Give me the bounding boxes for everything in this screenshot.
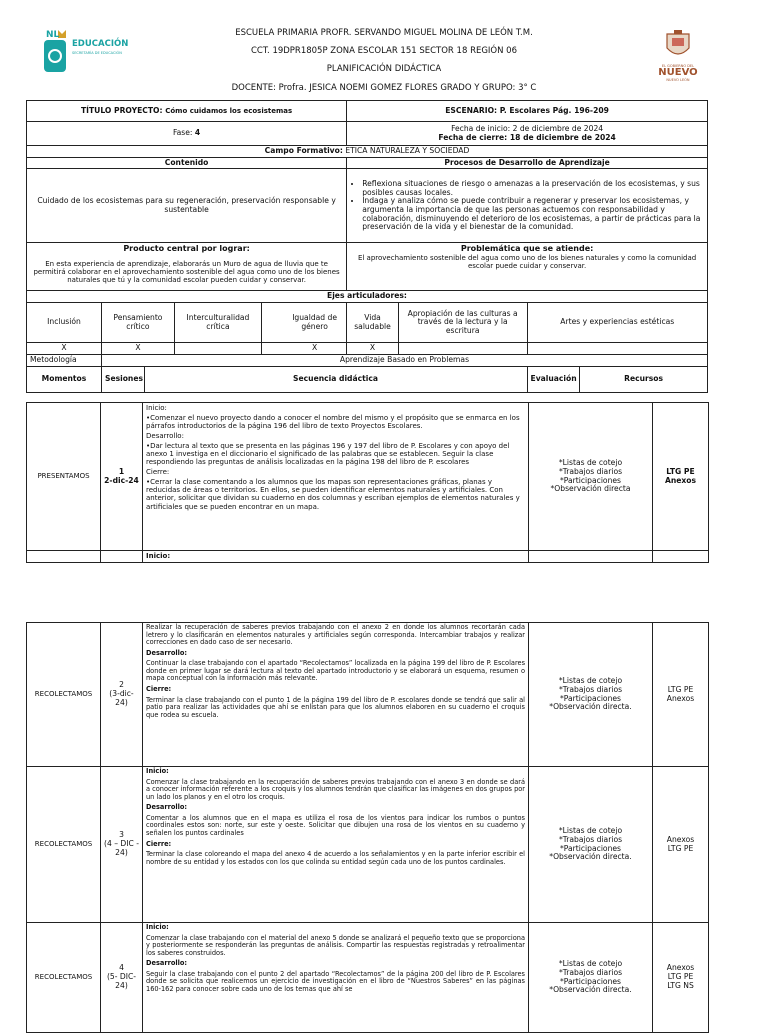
recursos-cell <box>653 551 709 563</box>
planning-table-main <box>26 100 708 393</box>
contenido-header: Contenido <box>27 157 347 169</box>
titulo-value: Cómo cuidamos los ecosistemas <box>165 106 293 115</box>
campo-value: ETICA NATURALEZA Y SOCIEDAD <box>345 146 470 155</box>
eval-item: *Observación directa <box>550 484 631 494</box>
evaluacion-cell <box>529 767 653 923</box>
secuencia-cell <box>143 623 529 767</box>
seq-text: Cierre: <box>146 839 172 848</box>
eval-item: *Listas de cotejo <box>558 458 623 468</box>
escenario-cell: ESCENARIO: P. Escolares Pág. 196-209 <box>347 101 708 122</box>
titulo-proyecto-cell <box>27 101 347 122</box>
eje-mark <box>174 343 261 355</box>
seq-text: Inicio: <box>146 923 169 931</box>
recursos-cell: Anexos LTG PE LTG NS <box>653 923 709 1033</box>
eval-item: *Trabajos diarios <box>558 684 623 694</box>
eje-inclusion: Inclusión <box>27 303 102 343</box>
fecha-inicio: Fecha de inicio: 2 de diciembre de 2024 <box>451 123 604 133</box>
eje-lectura: Apropiación de las culturas a través de la lectura y la escritura <box>398 303 527 343</box>
seq-text: Inicio: <box>146 767 169 775</box>
planning-table-page2 <box>26 622 709 1033</box>
seq-text: •Cerrar la clase comentando a los alumnos que los mapas son representaciones gráficas, planas y reducidas de áreas o territorios. En ellos, se pueden identificar elementos naturales y artificiales. Con anterior, solicitar que dividan su cuaderno en dos columnas y escriban ejemplos de elementos naturales y artificiales que se pueden encontrar en un mapa. <box>146 478 520 511</box>
pda-item: • Indaga y analiza cómo se puede contribuir a regenerar y preservar los ecosistemas, y argumenta la importancia de que las personas actuemos con responsabilidad y colaboración, disminuyendo el deterioro de los ecosistemas, a partir de prácticas para la preservación de la vida y el bienestar de la comunidad. <box>362 197 704 232</box>
eje-mark: X <box>101 343 174 355</box>
momento-cell: RECOLECTAMOS <box>27 923 101 1033</box>
col-evaluacion: Evaluación <box>527 366 580 392</box>
secuencia-cell <box>143 403 529 551</box>
eje-interculturalidad: Interculturalidad crítica <box>174 303 261 343</box>
seq-text: Desarrollo: <box>146 959 188 968</box>
seq-text: Cierre: <box>146 685 172 694</box>
seq-text: Comenzar la clase trabajando con el material del anexo 5 donde se analizará el pequeño texto que se proporciona y posteriormente se responderán las preguntas de análisis. Compartir las respuestas registradas y retroalimentar los saberes construidos. <box>146 933 525 957</box>
metodologia-value: Aprendizaje Basado en Problemas <box>101 354 707 366</box>
nl-gov-bottom: NUEVO LEÓN <box>666 78 690 82</box>
seq-text: Terminar la clase trabajando con el punto 1 de la página 199 del libro de P. escolares donde se tendrá que salir al patio para realizar las actividades que ahí se enlistan para que los alumnos elaboren en su cuaderno el croquis que rodea su escuela. <box>146 695 525 719</box>
eval-item: *Trabajos diarios <box>558 466 623 476</box>
secuencia-cell: Inicio: <box>143 551 529 563</box>
momento-cell: PRESENTAMOS <box>27 403 101 551</box>
eje-igualdad: Igualdad de género <box>262 303 347 343</box>
nl-title: EDUCACIÓN <box>72 39 129 49</box>
eje-mark: X <box>347 343 399 355</box>
doc-title: PLANIFICACIÓN DIDÁCTICA <box>326 64 442 74</box>
contenido-value: Cuidado de los ecosistemas para su regeneración, preservación responsable y sustentable <box>27 169 347 243</box>
seq-text: Seguir la clase trabajando con el punto 2 del apartado “Recolectamos” de la página 200 del libro de P. Escolares donde se solicita que realicemos un ejercicio de investigación en el libro de “Nuestros Saberes” en las páginas 160-162 para conocer sobre cada uno de los temas que ahí se <box>146 969 525 994</box>
fase-value: 4 <box>194 128 201 138</box>
seq-text: •Dar lectura al texto que se presenta en las páginas 196 y 197 del libro de P. Escolares y con apoyo del anexo 1 investiga en el diccionario el significado de las palabras que se establecen. Seguir la clase respondiendo las preguntas de análisis localizadas en la página 198 del libro de P. escolares <box>146 442 510 467</box>
eje-artes: Artes y experiencias estéticas <box>527 303 707 343</box>
eval-item: *Participaciones <box>559 976 622 986</box>
seq-text: Desarrollo: <box>146 803 188 812</box>
eje-vida: Vida saludable <box>347 303 399 343</box>
evaluacion-cell <box>529 623 653 767</box>
seq-text: Continuar la clase trabajando con el apartado “Recolectamos” localizada en la página 199 del libro de P. Escolares donde en primer lugar se dará lectura al texto del apartado introductorio y se elaborará un esquema, resumen o mapa conceptual con la información más relevante. <box>146 659 525 683</box>
metodologia-label: Metodología <box>27 354 102 366</box>
eval-item: *Trabajos diarios <box>558 834 623 844</box>
nl-gov-main: NUEVO <box>658 67 698 78</box>
fase-cell <box>27 122 347 146</box>
evaluacion-cell <box>529 551 653 563</box>
secuencia-cell <box>143 923 529 1033</box>
docente-line: DOCENTE: Profra. JESICA NOEMI GOMEZ FLORES GRADO Y GRUPO: 3° C <box>231 83 537 93</box>
recursos-cell: Anexos LTG PE <box>653 767 709 923</box>
campo-label: Campo Formativo: <box>264 146 343 155</box>
col-secuencia: Secuencia didáctica <box>144 366 527 392</box>
ejes-header: Ejes articuladores: <box>27 291 708 303</box>
seq-text: Desarrollo: <box>146 432 184 441</box>
col-recursos: Recursos <box>580 366 708 392</box>
recursos-cell: LTG PE Anexos <box>653 623 709 767</box>
producto-cell <box>27 243 347 291</box>
eval-item: *Participaciones <box>559 693 622 703</box>
recursos-cell: LTG PE Anexos <box>653 403 709 551</box>
eje-pensamiento: Pensamiento crítico <box>101 303 174 343</box>
momento-cell: RECOLECTAMOS <box>27 767 101 923</box>
fase-label: Fase: <box>172 128 193 138</box>
titulo-label: TÍTULO PROYECTO: <box>80 105 163 115</box>
seq-text: Realizar la recuperación de saberes previos trabajando con el anexo 2 en donde los alumnos recortarán cada letrero y lo clasificarán en elementos naturales y artificiales según corresponda. Intercambiar trabajos y realizar correcciones en dado caso de ser necesario. <box>146 623 525 647</box>
eje-mark: X <box>27 343 102 355</box>
momento-cell <box>27 551 101 563</box>
eval-item: *Observación directa. <box>549 852 632 862</box>
col-sesiones: Sesiones <box>101 366 144 392</box>
eval-item: *Listas de cotejo <box>558 676 623 686</box>
seq-text: Comenzar la clase trabajando en la recuperación de saberes previos trabajando con el anexo 3 en donde se dará a conocer información referente a los croquis y los alumnos tendrán que clasificar las imágenes en dos grupos por un lado los planos y en el otro los croquis. <box>146 777 525 801</box>
producto-value: En esta experiencia de aprendizaje, elaborarás un Muro de agua de lluvia que te permitirá colaborar en el aprovechamiento sostenible del agua como uno de los bienes naturales que tú y la comunidad escolar pueden cuidar y conservar. <box>33 259 340 284</box>
sesion-cell: 4 (5- DIC- 24) <box>101 923 143 1033</box>
pda-item: • Reflexiona situaciones de riesgo o amenazas a la preservación de los ecosistemas, y sus posibles causas locales. <box>362 180 704 197</box>
eval-item: *Listas de cotejo <box>558 826 623 836</box>
fecha-cierre: Fecha de cierre: 18 de diciembre de 2024 <box>438 132 616 142</box>
sesion-cell <box>101 551 143 563</box>
nl-brand: NL <box>46 30 60 40</box>
secuencia-cell <box>143 767 529 923</box>
eval-item: *Observación directa. <box>549 702 632 712</box>
seq-text: Terminar la clase coloreando el mapa del anexo 4 de acuerdo a los señalamientos y en la parte inferior escribir el nombre de su entidad y los estados con los que colinda su entidad según cada uno de los puntos cardinales. <box>146 850 525 866</box>
eval-item: *Listas de cotejo <box>558 959 623 969</box>
producto-label: Producto central por lograr: <box>123 244 250 254</box>
school-cct: CCT. 19DPR1805P ZONA ESCOLAR 151 SECTOR 18 REGIÓN 06 <box>250 46 517 56</box>
school-name: ESCUELA PRIMARIA PROFR. SERVANDO MIGUEL MOLINA DE LEÓN T.M. <box>235 28 533 38</box>
sesion-cell: 3 (4 – DIC - 24) <box>101 767 143 923</box>
session-1-row <box>26 402 709 563</box>
eje-mark <box>527 343 707 355</box>
seq-text: Inicio: <box>146 404 167 412</box>
eval-item: *Participaciones <box>559 475 622 485</box>
eval-item: *Trabajos diarios <box>558 967 623 977</box>
seq-text: Cierre: <box>146 468 170 477</box>
problematica-label: Problemática que se atiende: <box>460 244 594 254</box>
eval-item: *Participaciones <box>559 843 622 853</box>
seq-text: •Comenzar el nuevo proyecto dando a conocer el nombre del mismo y el propósito que se enmarca en los párrafos introductorios de la página 196 del libro de texto Proyectos Escolares. <box>146 414 520 431</box>
problematica-value: El aprovechamiento sostenible del agua como uno de los bienes naturales y como la comunidad escolar puede cuidar y conservar. <box>357 253 697 270</box>
sesion-cell: 1 2-dic-24 <box>101 403 143 551</box>
seq-text: Desarrollo: <box>146 648 188 657</box>
sesion-cell: 2 (3-dic- 24) <box>101 623 143 767</box>
nl-gov-top: EL GOBIERNO DEL <box>661 64 695 68</box>
pda-header: Procesos de Desarrollo de Aprendizaje <box>347 157 708 169</box>
momento-cell: RECOLECTAMOS <box>27 623 101 767</box>
pda-list <box>347 169 708 243</box>
nl-subtitle: SECRETARÍA DE EDUCACIÓN <box>72 51 122 55</box>
eje-mark <box>398 343 527 355</box>
eval-item: *Observación directa. <box>549 985 632 995</box>
col-momentos: Momentos <box>27 366 102 392</box>
campo-formativo-cell <box>27 146 708 158</box>
eje-mark: X <box>262 343 347 355</box>
evaluacion-cell <box>529 403 653 551</box>
evaluacion-cell <box>529 923 653 1033</box>
fechas-cell <box>347 122 708 146</box>
problematica-cell <box>347 243 708 291</box>
seq-text: Comentar a los alumnos que en el mapa es utiliza el rosa de los vientos para indicar los rumbos o puntos coordinales estos son: norte, sur este y oeste. Solicitar que dibujen una rosa de los vientos en su cuaderno y señalen los puntos cardinales <box>146 813 525 838</box>
